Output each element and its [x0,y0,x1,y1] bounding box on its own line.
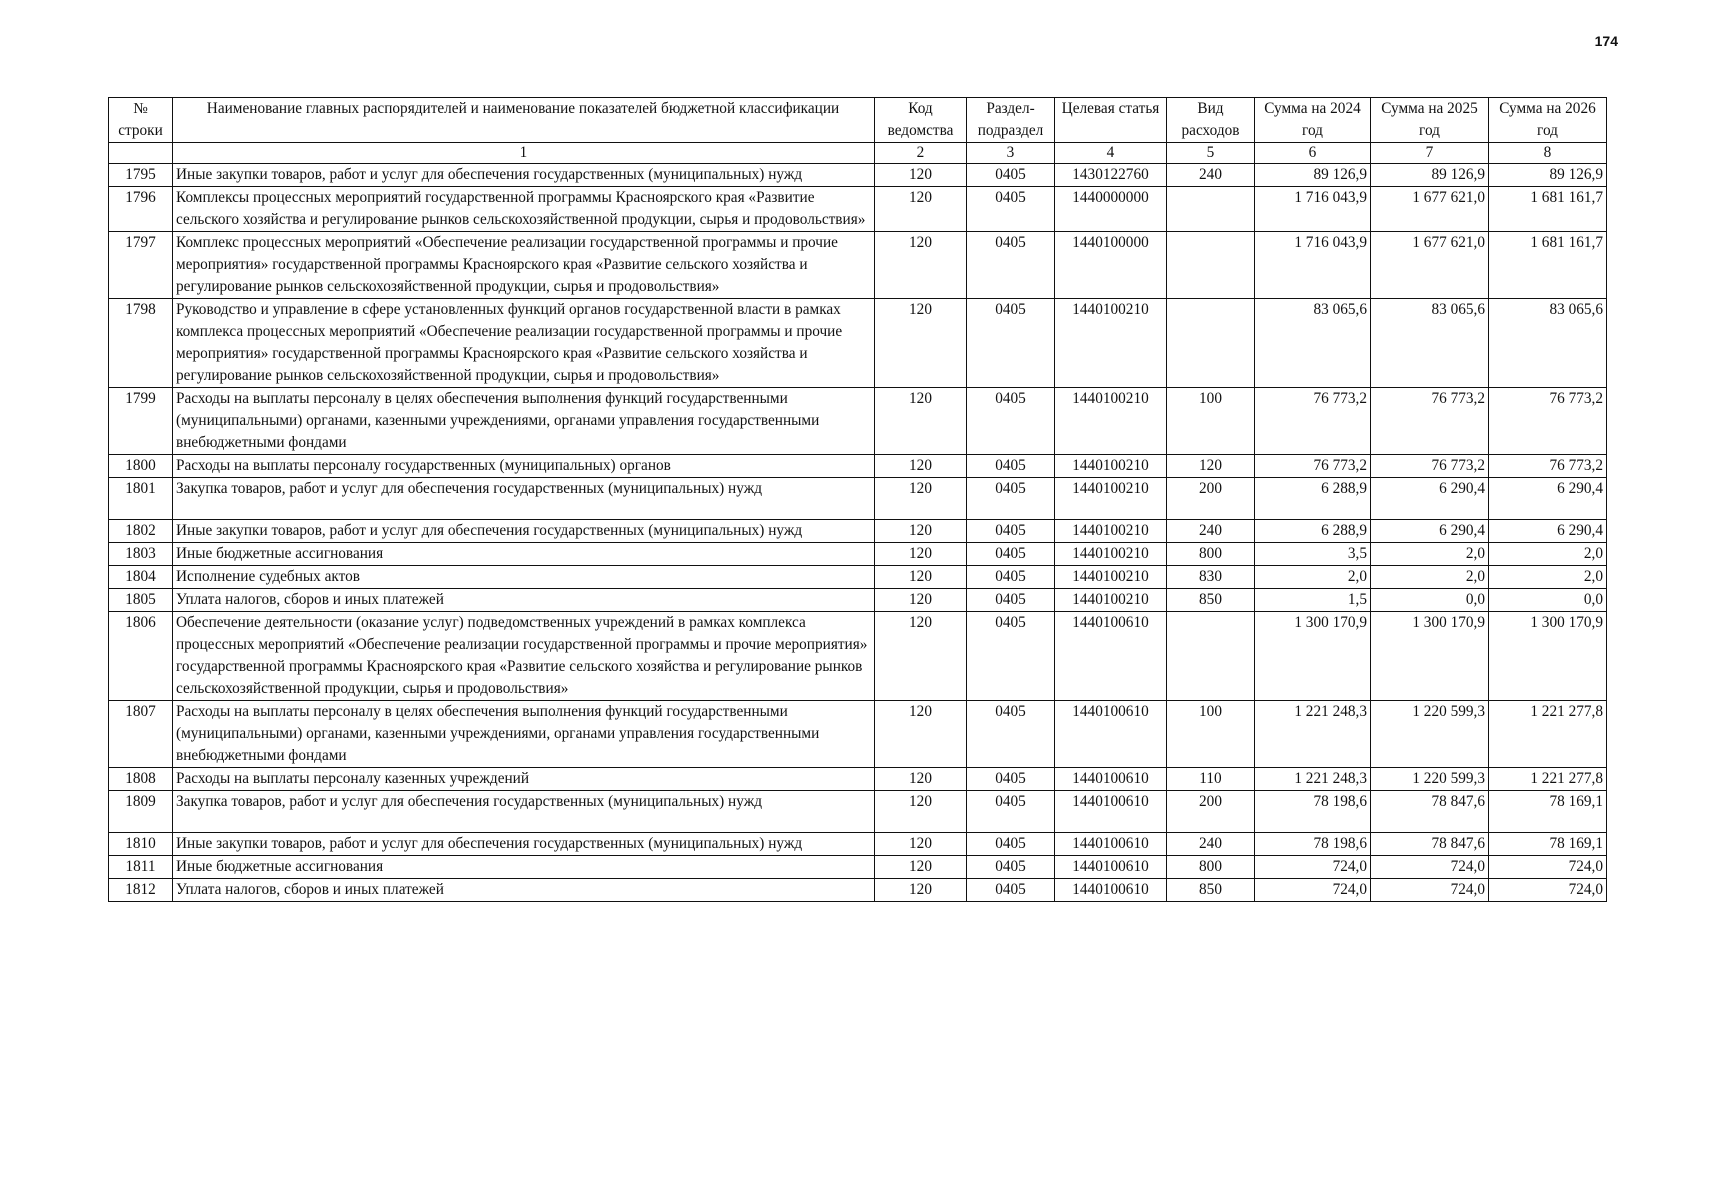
row-expense-type: 240 [1167,833,1255,856]
row-target-code: 1440100210 [1055,388,1167,455]
header-sum-2026: Сумма на 2026 год [1489,98,1607,143]
row-sum-2025: 6 290,4 [1371,520,1489,543]
table-row [109,520,1607,543]
header-expense-type: Вид расходов [1167,98,1255,143]
table-row [109,879,1607,902]
row-sum-2024: 1 716 043,9 [1255,187,1371,232]
row-number: 1804 [109,566,173,589]
row-expense-type [1167,299,1255,388]
row-expense-type: 100 [1167,701,1255,768]
row-expense-type: 240 [1167,164,1255,187]
header-dept: Код ведомства [875,98,967,143]
row-sum-2024: 724,0 [1255,879,1371,902]
table-row [109,388,1607,455]
row-target-code: 1440100610 [1055,612,1167,701]
table-row [109,612,1607,701]
row-sum-2025: 724,0 [1371,879,1489,902]
row-number: 1812 [109,879,173,902]
row-number: 1808 [109,768,173,791]
row-expense-type: 850 [1167,879,1255,902]
table-row [109,589,1607,612]
column-number: 4 [1055,143,1167,164]
row-sum-2025: 1 300 170,9 [1371,612,1489,701]
table-row [109,187,1607,232]
row-expense-type [1167,232,1255,299]
row-dept-code: 120 [875,187,967,232]
row-name: Закупка товаров, работ и услуг для обеспечения государственных (муниципальных) нужд [173,791,875,833]
row-sum-2024: 3,5 [1255,543,1371,566]
row-number: 1796 [109,187,173,232]
row-target-code: 1440100610 [1055,768,1167,791]
row-section-code: 0405 [967,879,1055,902]
row-sum-2026: 2,0 [1489,543,1607,566]
row-section-code: 0405 [967,791,1055,833]
row-number: 1797 [109,232,173,299]
row-sum-2025: 2,0 [1371,543,1489,566]
row-dept-code: 120 [875,388,967,455]
row-target-code: 1440100000 [1055,232,1167,299]
row-dept-code: 120 [875,833,967,856]
row-sum-2026: 83 065,6 [1489,299,1607,388]
row-number: 1802 [109,520,173,543]
table-row [109,791,1607,833]
row-expense-type: 850 [1167,589,1255,612]
table-header [109,98,1607,164]
table-row [109,701,1607,768]
row-name: Иные бюджетные ассигнования [173,543,875,566]
row-sum-2025: 78 847,6 [1371,833,1489,856]
table-body [109,164,1607,902]
row-sum-2025: 724,0 [1371,856,1489,879]
row-sum-2026: 76 773,2 [1489,388,1607,455]
table-row [109,543,1607,566]
column-number: 7 [1371,143,1489,164]
row-target-code: 1440100210 [1055,566,1167,589]
row-name: Обеспечение деятельности (оказание услуг) подведомственных учреждений в рамках комплекса процессных мероприятий «Обеспечение реализации государственной программы и прочие мероприятия» государственной программы Красноярского края «Развитие сельского хозяйства и регулирование рынков сельскохозяйственной продукции, сырья и продовольствия» [173,612,875,701]
table-row [109,164,1607,187]
row-sum-2026: 0,0 [1489,589,1607,612]
row-name: Исполнение судебных актов [173,566,875,589]
row-target-code: 1440100610 [1055,791,1167,833]
row-sum-2025: 76 773,2 [1371,388,1489,455]
row-dept-code: 120 [875,478,967,520]
row-target-code: 1440100210 [1055,589,1167,612]
row-expense-type: 240 [1167,520,1255,543]
row-dept-code: 120 [875,701,967,768]
budget-table [108,97,1607,902]
row-dept-code: 120 [875,612,967,701]
row-sum-2024: 2,0 [1255,566,1371,589]
column-number: 2 [875,143,967,164]
row-expense-type: 110 [1167,768,1255,791]
row-sum-2024: 78 198,6 [1255,833,1371,856]
row-dept-code: 120 [875,566,967,589]
header-name: Наименование главных распорядителей и наименование показателей бюджетной классификации [173,98,875,143]
row-section-code: 0405 [967,589,1055,612]
row-sum-2026: 89 126,9 [1489,164,1607,187]
row-sum-2025: 1 220 599,3 [1371,768,1489,791]
row-name: Расходы на выплаты персоналу в целях обеспечения выполнения функций государственными (муниципальными) органами, казенными учреждениями, органами управления государственными внебюджетными фондами [173,701,875,768]
row-target-code: 1440100210 [1055,520,1167,543]
table-row [109,768,1607,791]
row-section-code: 0405 [967,299,1055,388]
row-sum-2024: 89 126,9 [1255,164,1371,187]
row-sum-2026: 2,0 [1489,566,1607,589]
row-target-code: 1440100210 [1055,455,1167,478]
table-row [109,566,1607,589]
column-number: 1 [173,143,875,164]
row-dept-code: 120 [875,879,967,902]
row-target-code: 1440100610 [1055,856,1167,879]
row-name: Комплекс процессных мероприятий «Обеспечение реализации государственной программы и прочие мероприятия» государственной программы Красноярского края «Развитие сельского хозяйства и регулирование рынков сельскохозяйственной продукции, сырья и продовольствия» [173,232,875,299]
row-target-code: 1440100610 [1055,833,1167,856]
row-sum-2024: 6 288,9 [1255,478,1371,520]
row-section-code: 0405 [967,232,1055,299]
row-number: 1807 [109,701,173,768]
row-dept-code: 120 [875,299,967,388]
row-sum-2024: 1 221 248,3 [1255,701,1371,768]
row-target-code: 1440100610 [1055,879,1167,902]
row-name: Иные закупки товаров, работ и услуг для обеспечения государственных (муниципальных) нужд [173,833,875,856]
row-sum-2025: 1 220 599,3 [1371,701,1489,768]
row-name: Расходы на выплаты персоналу в целях обеспечения выполнения функций государственными (муниципальными) органами, казенными учреждениями, органами управления государственными внебюджетными фондами [173,388,875,455]
row-sum-2025: 78 847,6 [1371,791,1489,833]
row-number: 1810 [109,833,173,856]
row-sum-2025: 89 126,9 [1371,164,1489,187]
row-section-code: 0405 [967,833,1055,856]
row-sum-2024: 1 716 043,9 [1255,232,1371,299]
row-number: 1809 [109,791,173,833]
row-sum-2024: 6 288,9 [1255,520,1371,543]
column-number: 5 [1167,143,1255,164]
table-row [109,232,1607,299]
row-dept-code: 120 [875,520,967,543]
row-name: Иные бюджетные ассигнования [173,856,875,879]
row-dept-code: 120 [875,164,967,187]
column-number-row [109,143,1607,164]
row-sum-2026: 6 290,4 [1489,520,1607,543]
row-name: Иные закупки товаров, работ и услуг для обеспечения государственных (муниципальных) нужд [173,520,875,543]
row-sum-2025: 76 773,2 [1371,455,1489,478]
row-sum-2024: 1 221 248,3 [1255,768,1371,791]
row-section-code: 0405 [967,701,1055,768]
row-target-code: 1440100210 [1055,299,1167,388]
row-section-code: 0405 [967,388,1055,455]
row-sum-2024: 1,5 [1255,589,1371,612]
row-dept-code: 120 [875,856,967,879]
row-name: Руководство и управление в сфере установленных функций органов государственной власти в рамках комплекса процессных мероприятий «Обеспечение реализации государственной программы и прочие мероприятия» государственной программы Красноярского края «Развитие сельского хозяйства и регулирование рынков сельскохозяйственной продукции, сырья и продовольствия» [173,299,875,388]
row-target-code: 1440100210 [1055,543,1167,566]
row-sum-2026: 724,0 [1489,879,1607,902]
row-dept-code: 120 [875,455,967,478]
row-name: Расходы на выплаты персоналу казенных учреждений [173,768,875,791]
row-number: 1806 [109,612,173,701]
table-row [109,833,1607,856]
header-target: Целевая статья [1055,98,1167,143]
row-number: 1800 [109,455,173,478]
row-number: 1805 [109,589,173,612]
header-sum-2025: Сумма на 2025 год [1371,98,1489,143]
row-name: Иные закупки товаров, работ и услуг для обеспечения государственных (муниципальных) нужд [173,164,875,187]
row-name: Комплексы процессных мероприятий государственной программы Красноярского края «Развитие сельского хозяйства и регулирование рынков сельскохозяйственной продукции, сырья и продовольствия» [173,187,875,232]
row-sum-2025: 0,0 [1371,589,1489,612]
column-number: 3 [967,143,1055,164]
row-dept-code: 120 [875,589,967,612]
row-sum-2024: 78 198,6 [1255,791,1371,833]
row-sum-2026: 76 773,2 [1489,455,1607,478]
row-name: Уплата налогов, сборов и иных платежей [173,879,875,902]
row-section-code: 0405 [967,478,1055,520]
row-section-code: 0405 [967,768,1055,791]
row-sum-2026: 1 221 277,8 [1489,768,1607,791]
row-sum-2025: 1 677 621,0 [1371,187,1489,232]
column-number: 6 [1255,143,1371,164]
row-sum-2026: 1 681 161,7 [1489,232,1607,299]
table-row [109,478,1607,520]
row-number: 1799 [109,388,173,455]
row-sum-2026: 1 300 170,9 [1489,612,1607,701]
row-sum-2025: 6 290,4 [1371,478,1489,520]
row-sum-2026: 78 169,1 [1489,791,1607,833]
row-expense-type: 200 [1167,791,1255,833]
header-sum-2024: Сумма на 2024 год [1255,98,1371,143]
row-target-code: 1440100210 [1055,478,1167,520]
row-sum-2026: 1 221 277,8 [1489,701,1607,768]
row-target-code: 1440000000 [1055,187,1167,232]
row-expense-type: 100 [1167,388,1255,455]
table-row [109,299,1607,388]
row-section-code: 0405 [967,566,1055,589]
row-sum-2024: 1 300 170,9 [1255,612,1371,701]
row-sum-2025: 83 065,6 [1371,299,1489,388]
row-name: Уплата налогов, сборов и иных платежей [173,589,875,612]
row-section-code: 0405 [967,612,1055,701]
row-number: 1811 [109,856,173,879]
row-number: 1803 [109,543,173,566]
row-target-code: 1430122760 [1055,164,1167,187]
row-sum-2024: 724,0 [1255,856,1371,879]
row-section-code: 0405 [967,543,1055,566]
row-dept-code: 120 [875,232,967,299]
column-number: 8 [1489,143,1607,164]
row-expense-type: 200 [1167,478,1255,520]
row-section-code: 0405 [967,455,1055,478]
column-number-empty [109,143,173,164]
page-number: 174 [1594,33,1618,49]
row-dept-code: 120 [875,543,967,566]
row-sum-2026: 6 290,4 [1489,478,1607,520]
row-sum-2024: 76 773,2 [1255,388,1371,455]
row-number: 1795 [109,164,173,187]
row-sum-2025: 2,0 [1371,566,1489,589]
row-number: 1801 [109,478,173,520]
row-dept-code: 120 [875,791,967,833]
row-section-code: 0405 [967,520,1055,543]
row-expense-type [1167,187,1255,232]
row-sum-2025: 1 677 621,0 [1371,232,1489,299]
row-sum-2026: 78 169,1 [1489,833,1607,856]
table-row [109,856,1607,879]
row-target-code: 1440100610 [1055,701,1167,768]
row-sum-2026: 1 681 161,7 [1489,187,1607,232]
row-expense-type: 800 [1167,543,1255,566]
row-expense-type [1167,612,1255,701]
table-row [109,455,1607,478]
header-section: Раздел-подраздел [967,98,1055,143]
row-name: Расходы на выплаты персоналу государственных (муниципальных) органов [173,455,875,478]
row-sum-2024: 83 065,6 [1255,299,1371,388]
row-number: 1798 [109,299,173,388]
row-sum-2026: 724,0 [1489,856,1607,879]
row-section-code: 0405 [967,187,1055,232]
row-section-code: 0405 [967,164,1055,187]
row-dept-code: 120 [875,768,967,791]
row-section-code: 0405 [967,856,1055,879]
row-expense-type: 830 [1167,566,1255,589]
row-expense-type: 120 [1167,455,1255,478]
row-name: Закупка товаров, работ и услуг для обеспечения государственных (муниципальных) нужд [173,478,875,520]
row-expense-type: 800 [1167,856,1255,879]
row-sum-2024: 76 773,2 [1255,455,1371,478]
header-row-no: № строки [109,98,173,143]
